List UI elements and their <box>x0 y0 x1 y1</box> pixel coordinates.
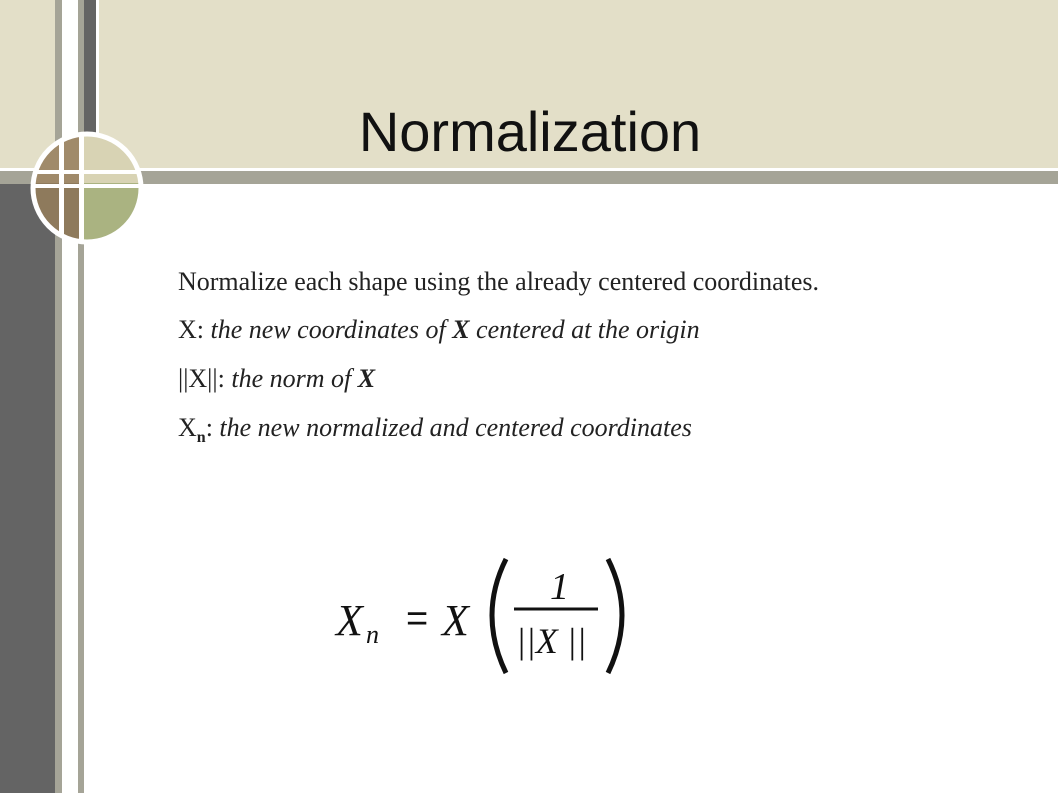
formula-equals: = <box>406 598 429 640</box>
definition-term: X <box>178 315 197 344</box>
header-rule <box>0 171 1058 184</box>
intro-text: Normalize each shape using the already centered coordinates. <box>178 267 820 296</box>
formula-factor: X <box>442 596 469 645</box>
definition-desc: the new coordinates of <box>210 315 453 344</box>
formula-denominator: ||X || <box>516 621 587 661</box>
definition-item: ||X||: the norm of X <box>178 364 376 393</box>
logo-quadrant-bottom-right <box>82 183 147 248</box>
formula-numerator: 1 <box>550 566 569 608</box>
formula-lhs: X <box>336 596 363 645</box>
definition-desc: the norm of <box>231 364 358 393</box>
slide-title: Normalization <box>358 100 702 163</box>
definition-term: X <box>178 413 197 442</box>
definition-desc: the new normalized and centered coordinates <box>219 413 692 442</box>
slide-body <box>178 265 878 469</box>
side-stripe <box>62 0 78 793</box>
side-bar-dark <box>0 184 55 793</box>
definition-term: ||X|| <box>178 364 218 393</box>
normalization-formula <box>330 545 640 685</box>
definition-item: X: the new coordinates of X centered at the origin <box>178 315 700 344</box>
side-stripe <box>55 0 62 793</box>
decorative-circle-logo <box>27 128 147 248</box>
formula-lhs-sub: n <box>366 620 379 649</box>
definition-item: $X_n$: the new normalized and centered coordinates <box>178 413 692 446</box>
